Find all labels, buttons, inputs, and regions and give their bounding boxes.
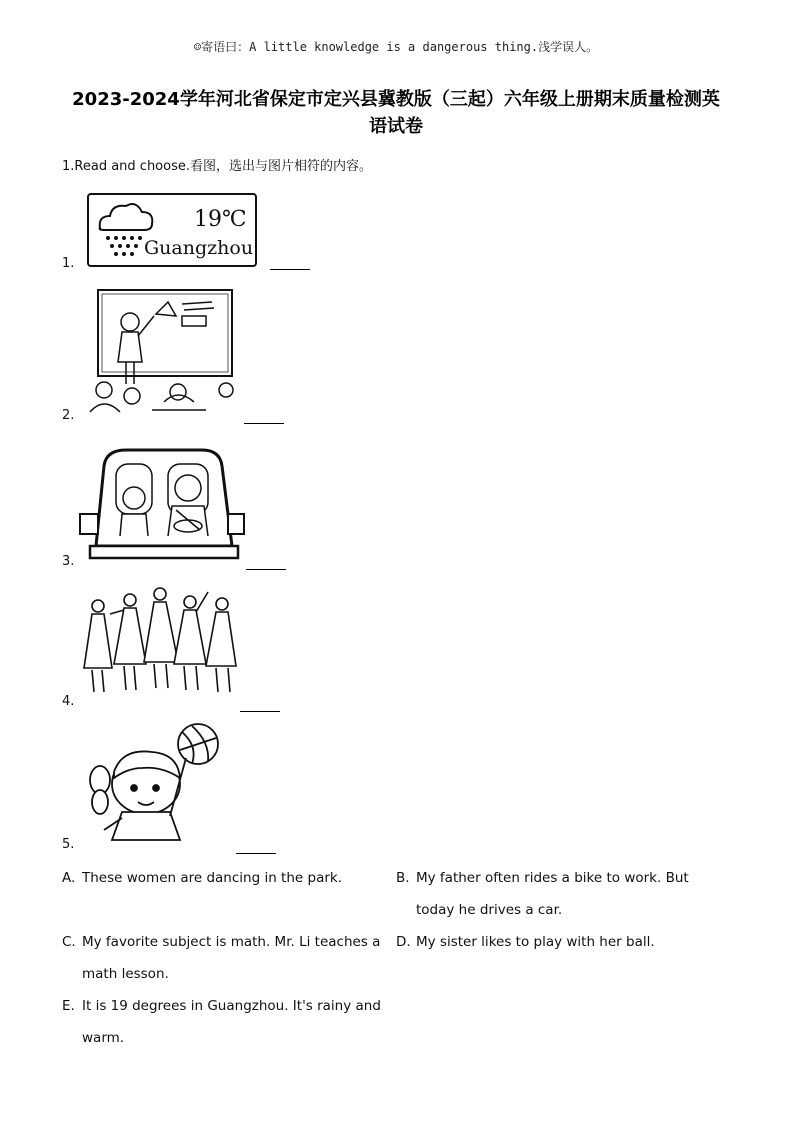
teacher-classroom-picture bbox=[86, 286, 236, 416]
weather-card-city: Guangzhou bbox=[144, 237, 254, 259]
weather-card-icon bbox=[86, 192, 258, 268]
option-text: My father often rides a bike to work. But bbox=[416, 870, 689, 886]
item-number: 5. bbox=[62, 837, 75, 852]
option-b bbox=[396, 862, 726, 926]
title-line-1: 2023-2024学年河北省保定市定兴县冀教版（三起）六年级上册期末质量检测英 bbox=[72, 89, 720, 110]
option-c bbox=[62, 926, 392, 990]
option-text: It is 19 degrees in Guangzhou. It's rainy and bbox=[82, 998, 381, 1014]
item-number: 2. bbox=[62, 408, 75, 423]
option-text-cont: warm. bbox=[82, 1030, 125, 1046]
document-title bbox=[40, 86, 752, 140]
option-text: These women are dancing in the park. bbox=[82, 870, 343, 886]
weather-card-temp: 19℃ bbox=[194, 207, 247, 232]
answer-blank-1[interactable] bbox=[270, 268, 310, 270]
option-letter: A. bbox=[62, 870, 76, 886]
option-d bbox=[396, 926, 726, 958]
item-number: 1. bbox=[62, 256, 75, 271]
women-dancing-picture bbox=[82, 584, 238, 704]
car-driving-picture bbox=[76, 444, 246, 562]
title-line-2: 语试卷 bbox=[369, 116, 423, 137]
item-number: 4. bbox=[62, 694, 75, 709]
option-text-cont: math lesson. bbox=[82, 966, 169, 982]
answer-blank-3[interactable] bbox=[246, 568, 286, 570]
option-letter: B. bbox=[396, 870, 410, 886]
motto-header: ☺寄语曰：A little knowledge is a dangerous thing.浅学误人。 bbox=[193, 40, 599, 54]
question-instruction: 1.Read and choose.看图，选出与图片相符的内容。 bbox=[62, 159, 372, 174]
item-number: 3. bbox=[62, 554, 75, 569]
option-letter: C. bbox=[62, 934, 76, 950]
answer-blank-5[interactable] bbox=[236, 852, 276, 854]
answer-blank-4[interactable] bbox=[240, 710, 280, 712]
answer-blank-2[interactable] bbox=[244, 422, 284, 424]
option-letter: E. bbox=[62, 998, 75, 1014]
option-text-cont: today he drives a car. bbox=[416, 902, 563, 918]
girl-ball-picture bbox=[82, 722, 232, 848]
option-letter: D. bbox=[396, 934, 411, 950]
option-text: My favorite subject is math. Mr. Li teaches a bbox=[82, 934, 381, 950]
option-text: My sister likes to play with her ball. bbox=[416, 934, 655, 950]
option-e bbox=[62, 990, 392, 1054]
option-a bbox=[62, 862, 382, 894]
